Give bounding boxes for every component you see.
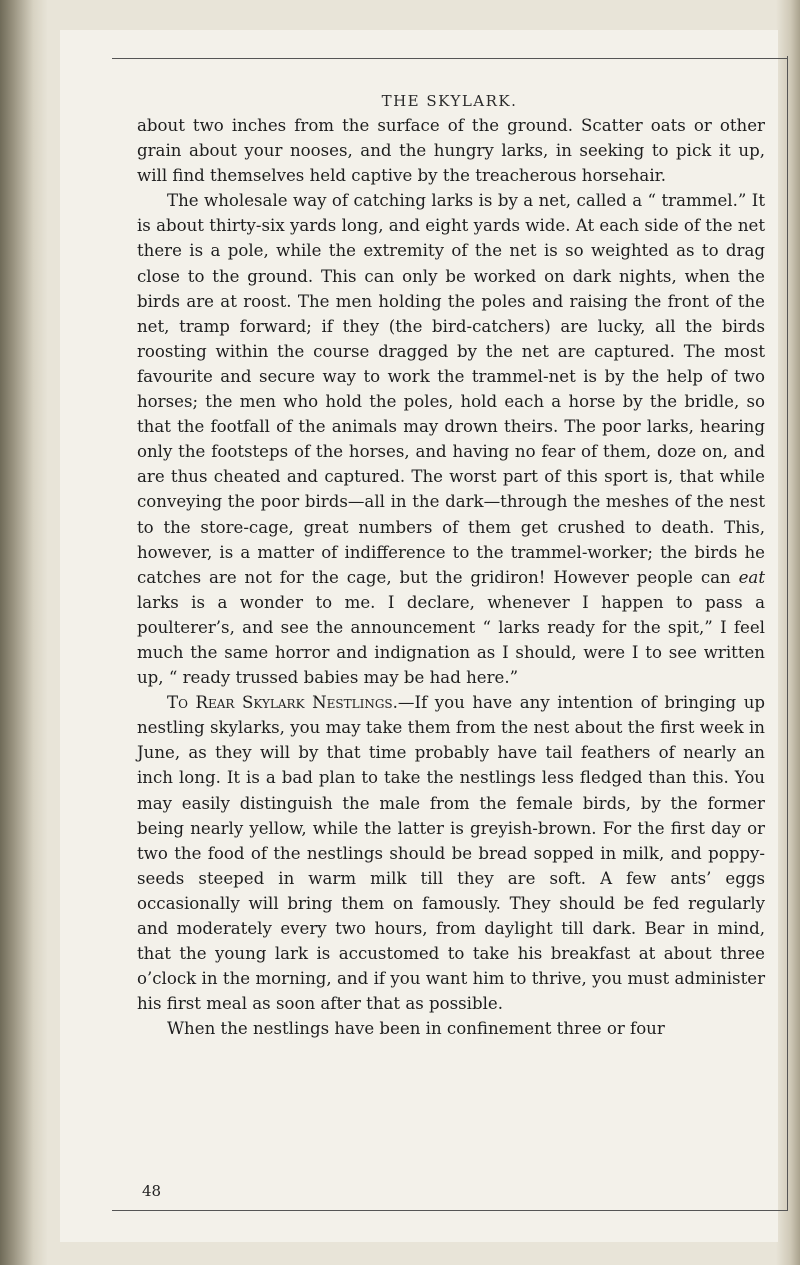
running-head: THE SKYLARK.: [381, 92, 518, 110]
paragraph-text: When the nestlings have been in confinement three or four: [167, 1019, 665, 1039]
paragraph: [137, 1016, 765, 1041]
paragraph: [137, 113, 765, 188]
paragraph-text: about two inches from the surface of the ground. Scatter oats or other grain about your nooses, and the hungry larks, in seeking to pick it up, will find themselves held captive by the treacherous horsehair.: [137, 116, 765, 186]
paragraph-text-continued: larks is a wonder to me. I declare, whenever I happen to pass a poulterer’s, and see the announcement “ larks ready for the spit,” I feel much the same horror and indignation as I should, were I to see written up, “ ready trussed babies may be had here.”: [137, 592, 765, 688]
italic-emphasis: eat: [738, 567, 765, 587]
page-number: 48: [142, 1182, 162, 1200]
section-heading: To Rear Skylark Nestlings.: [167, 693, 398, 713]
body-text: [137, 113, 765, 1041]
book-edge-right: [776, 0, 800, 1265]
book-binding-left: [0, 0, 48, 1265]
paragraph-text: —If you have any intention of bringing up nestling skylarks, you may take them from the nest about the first week in June, as they will by that time probably have tail feathers of nearly an inch long. It is a bad plan to take the nestlings less fledged than this. You may easily distinguish the male from the female birds, by the former being nearly yellow, while the latter is greyish-brown. For the first day or two the food of the nestlings should be bread sopped in milk, and poppy-seeds steeped in warm milk till they are soft. A few ants’ eggs occasionally will bring them on famously. They should be fed regularly and moderately every two hours, from daylight till dark. Bear in mind, that the young lark is accustomed to take his breakfast at about three o’clock in the morning, and if you want him to thrive, you must administer his first meal as soon after that as possible.: [137, 693, 766, 1014]
border-rule-right: [787, 56, 788, 1211]
border-rule-top: [112, 58, 787, 59]
paragraph: [137, 690, 765, 1016]
paragraph: [137, 188, 765, 690]
border-rule-bottom: [112, 1210, 788, 1211]
paragraph-text: The wholesale way of catching larks is by a net, called a “ trammel.” It is about thirty-six yards long, and eight yards wide. At each side of the net there is a pole, while the extremity of the net is so weighted as to drag close to the ground. This can only be worked on dark nights, when the birds are at roost. The men holding the poles and raising the front of the net, tramp forward; if they (the bird-catchers) are lucky, all the birds roosting within the course dragged by the net are captured. The most favourite and secure way to work the trammel-net is by the help of two horses; the men who hold the poles, hold each a horse by the bridle, so that the footfall of the animals may drown theirs. The poor larks, hearing only the footsteps of the horses, and having no fear of them, doze on, and are thus cheated and captured. The worst part of this sport is, that while conveying the poor birds—all in the dark—through the meshes of the nest to the store-cage, great numbers of them get crushed to death. This, however, is a matter of indifference to the trammel-worker; the birds he catches are not for the cage, but the gridiron! However people can: [137, 191, 765, 587]
